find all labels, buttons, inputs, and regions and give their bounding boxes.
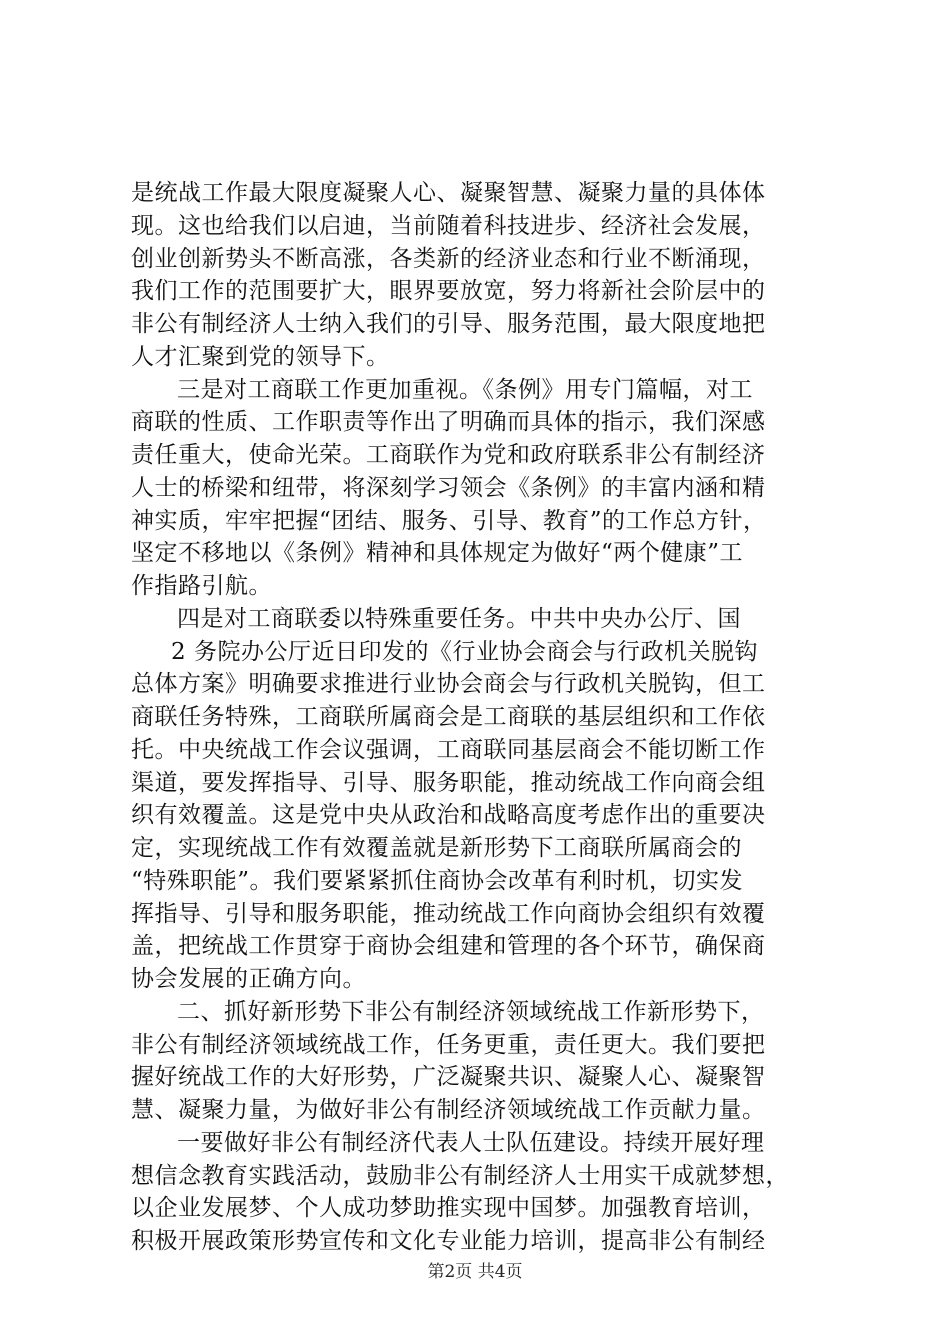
text-line: 托。中央统战工作会议强调，工商联同基层商会不能切断工作 xyxy=(131,736,766,763)
text-line: 我们工作的范围要扩大，眼界要放宽，努力将新社会阶层中的 xyxy=(131,278,766,305)
text-line: “特殊职能”。我们要紧紧抓住商协会改革有利时机，切实发 xyxy=(131,867,744,894)
text-line: 总体方案》明确要求推进行业协会商会与行政机关脱钩，但工 xyxy=(131,671,766,698)
text-line: 人士的桥梁和纽带，将深刻学习领会《条例》的丰富内涵和精 xyxy=(131,474,766,501)
text-line: 协会发展的正确方向。 xyxy=(131,966,366,992)
text-line: 责任重大，使命光荣。工商联作为党和政府联系非公有制经济 xyxy=(131,442,766,468)
paragraph-start-line: 四是对工商联委以特殊重要任务。中共中央办公厅、国 xyxy=(177,605,741,632)
text-line: 人才汇聚到党的领导下。 xyxy=(131,343,390,370)
text-line: 非公有制经济人士纳入我们的引导、服务范围，最大限度地把 xyxy=(131,311,766,337)
paragraph-start-line: 二、抓好新形势下非公有制经济领域统战工作新形势下， xyxy=(177,998,765,1025)
text-line: 慧、凝聚力量，为做好非公有制经济领域统战工作贡献力量。 xyxy=(131,1097,766,1123)
text-line: 坚定不移地以《条例》精神和具体规定为做好“两个健康”工 xyxy=(131,540,744,567)
text-line: 神实质，牢牢把握“团结、服务、引导、教育”的工作总方针， xyxy=(131,507,767,534)
text-line: 创业创新势头不断高涨，各类新的经济业态和行业不断涌现， xyxy=(131,245,766,272)
text-line: 现。这也给我们以启迪，当前随着科技进步、经济社会发展， xyxy=(131,212,766,239)
text-line: 挥指导、引导和服务职能，推动统战工作向商协会组织有效覆 xyxy=(131,900,766,927)
paragraph-start-line: 三是对工商联工作更加重视。《条例》用专门篇幅，对工 xyxy=(177,376,753,403)
text-line: 积极开展政策形势宣传和文化专业能力培训，提高非公有制经 xyxy=(131,1228,766,1254)
text-line: 非公有制经济领域统战工作，任务更重，责任更大。我们要把 xyxy=(131,1031,766,1058)
text-line: 渠道，要发挥指导、引导、服务职能，推动统战工作向商会组 xyxy=(131,769,766,796)
text-line: 想信念教育实践活动，鼓励非公有制经济人士用实干成就梦想， xyxy=(131,1162,789,1189)
text-line: 握好统战工作的大好形势，广泛凝聚共识、凝聚人心、凝聚智 xyxy=(131,1064,766,1091)
text-line: 2 务院办公厅近日印发的《行业协会商会与行政机关脱钩 xyxy=(171,638,758,665)
text-line: 盖，把统战工作贯穿于商协会组建和管理的各个环节，确保商 xyxy=(131,933,766,960)
document-body xyxy=(131,177,831,1258)
paragraph-start-line: 一要做好非公有制经济代表人士队伍建设。持续开展好理 xyxy=(177,1129,765,1156)
text-line: 作指路引航。 xyxy=(131,573,272,599)
text-line: 是统战工作最大限度凝聚人心、凝聚智慧、凝聚力量的具体体 xyxy=(131,180,766,206)
text-line: 商联任务特殊，工商联所属商会是工商联的基层组织和工作依 xyxy=(131,704,766,730)
page-number-footer: 第2页 共4页 xyxy=(427,1262,523,1282)
text-line: 定，实现统战工作有效覆盖就是新形势下工商联所属商会的 xyxy=(131,835,742,861)
text-line: 织有效覆盖。这是党中央从政治和战略高度考虑作出的重要决 xyxy=(131,802,766,829)
text-line: 以企业发展梦、个人成功梦助推实现中国梦。加强教育培训， xyxy=(131,1195,766,1222)
text-line: 商联的性质、工作职责等作出了明确而具体的指示，我们深感 xyxy=(131,409,766,436)
